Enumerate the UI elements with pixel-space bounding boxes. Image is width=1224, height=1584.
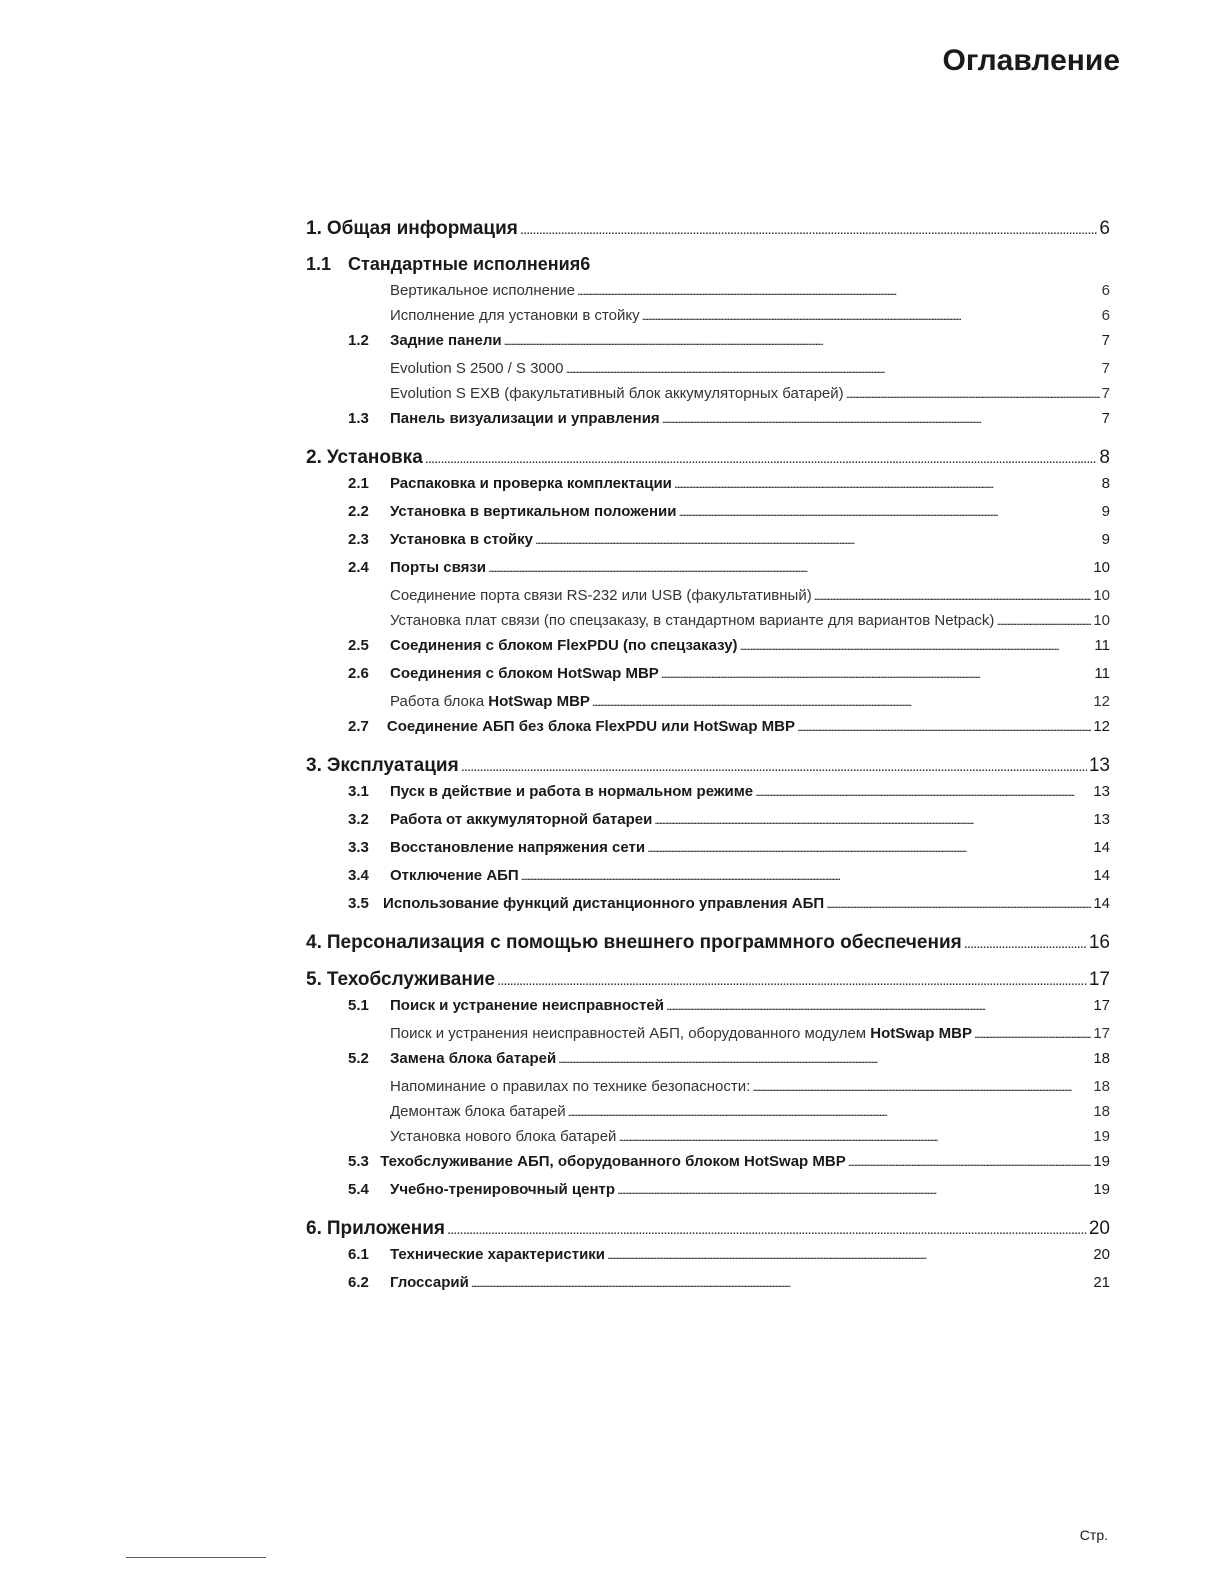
toc-section-2-7[interactable] <box>306 718 1110 746</box>
toc-page: 13 <box>1093 783 1110 800</box>
toc-page: 13 <box>1093 811 1110 828</box>
toc-number: 6. <box>306 1218 322 1239</box>
toc-page: 17 <box>1088 969 1110 990</box>
toc-title: Задние панели <box>390 332 502 349</box>
toc-title: Пуск в действие и работа в нормальном режиме <box>390 783 754 800</box>
toc-section-2-5[interactable] <box>306 637 1110 665</box>
toc-title: Соединения с блоком HotSwap MBP <box>390 665 659 682</box>
toc-title: Соединение порта связи RS-232 или USB (факультативный) <box>390 587 812 604</box>
dot-leader <box>565 362 1099 376</box>
dot-leader <box>558 1052 1091 1066</box>
dot-leader <box>666 999 1091 1013</box>
toc-title: Установка в вертикальном положении <box>390 503 677 520</box>
toc-page: 12 <box>1093 693 1110 710</box>
toc-number: 1.1 <box>306 254 332 274</box>
toc-page: 6 <box>1101 307 1110 324</box>
dot-leader <box>755 785 1091 799</box>
dot-leader <box>447 1221 1087 1238</box>
toc-subitem[interactable] <box>306 612 1110 637</box>
toc-section-3-5[interactable] <box>306 895 1110 923</box>
toc-page: 14 <box>1093 867 1110 884</box>
toc-number: 2.4 <box>348 559 369 576</box>
toc-number: 2.1 <box>348 475 369 492</box>
toc-page: 19 <box>1093 1153 1110 1170</box>
toc-title: Исполнение для установки в стойку <box>390 307 640 324</box>
toc-title-text: Работа блока <box>390 693 489 710</box>
dot-leader <box>662 412 1100 426</box>
toc-number: 6.1 <box>348 1246 369 1263</box>
toc-chapter-2[interactable] <box>306 447 1110 475</box>
toc-page: 20 <box>1093 1246 1110 1263</box>
toc-page: 18 <box>1093 1103 1110 1120</box>
toc-title <box>390 693 590 710</box>
toc-number: 5.2 <box>348 1050 369 1067</box>
toc-subitem[interactable] <box>306 1078 1110 1103</box>
toc-number: 2.5 <box>348 637 369 654</box>
dot-leader <box>678 505 1099 519</box>
toc-section-1-2[interactable] <box>306 332 1110 360</box>
dot-leader <box>592 695 1091 709</box>
toc-section-3-1[interactable] <box>306 783 1110 811</box>
toc-section-2-2[interactable] <box>306 503 1110 531</box>
toc-title: Установка нового блока батарей <box>390 1128 617 1145</box>
toc-subitem[interactable] <box>306 385 1110 410</box>
toc-page: 12 <box>1093 718 1110 735</box>
dot-leader <box>996 614 1091 628</box>
dot-leader <box>661 667 1093 681</box>
toc-section-2-6[interactable] <box>306 665 1110 693</box>
toc-title: Соединение АБП без блока FlexPDU или HotSwap MBP <box>386 718 796 735</box>
toc-title: Соединения с блоком FlexPDU (по спецзаказу) <box>390 637 738 654</box>
dot-leader <box>521 869 1092 883</box>
toc-number: 1.3 <box>348 410 369 427</box>
toc-subitem[interactable] <box>306 282 1110 307</box>
toc-page: 9 <box>1101 531 1110 548</box>
toc-page: 19 <box>1093 1128 1110 1145</box>
toc-title: Evolution S EXB (факультативный блок аккумуляторных батарей) <box>390 385 844 402</box>
dot-leader <box>964 935 1087 952</box>
toc-number: 2.3 <box>348 531 369 548</box>
toc-title: Стандартные исполнения6 <box>348 254 591 274</box>
toc-number: 3.3 <box>348 839 369 856</box>
toc-number: 4. <box>306 932 322 953</box>
dot-leader <box>607 1248 1091 1262</box>
dot-leader <box>814 589 1092 603</box>
dot-leader <box>647 841 1091 855</box>
dot-leader <box>618 1130 1091 1144</box>
toc-title <box>390 1025 972 1042</box>
toc-title: Технические характеристики <box>390 1246 606 1263</box>
dot-leader <box>752 1080 1091 1094</box>
toc-subitem[interactable] <box>306 307 1110 332</box>
dot-leader <box>654 813 1091 827</box>
toc-section-2-4[interactable] <box>306 559 1110 587</box>
toc-title: Поиск и устранение неисправностей <box>390 997 664 1014</box>
dot-leader <box>425 450 1098 467</box>
toc-title: Глоссарий <box>390 1274 469 1291</box>
toc-page: 20 <box>1088 1218 1110 1239</box>
dot-leader <box>642 309 1100 323</box>
toc-page: 8 <box>1101 475 1110 492</box>
dot-leader <box>740 639 1093 653</box>
toc-page: 10 <box>1093 612 1110 629</box>
toc-title: Демонтаж блока батарей <box>390 1103 566 1120</box>
toc-page: 10 <box>1093 559 1110 576</box>
dot-leader <box>674 477 1100 491</box>
toc-subitem[interactable] <box>306 693 1110 718</box>
toc-number: 5.1 <box>348 997 369 1014</box>
toc-chapter-6[interactable] <box>306 1218 1110 1246</box>
toc-title: Отключение АБП <box>390 867 519 884</box>
page-label: Стр. <box>1079 1527 1108 1543</box>
dot-leader <box>488 561 1091 575</box>
toc-section-3-3[interactable] <box>306 839 1110 867</box>
toc-section-2-3[interactable] <box>306 531 1110 559</box>
toc-title: Эксплуатация <box>326 755 459 776</box>
dot-leader <box>471 1276 1091 1290</box>
toc-number: 3.1 <box>348 783 369 800</box>
dot-leader <box>461 758 1087 775</box>
toc-title: Установка плат связи (по спецзаказу, в стандартном варианте для вариантов Netpack) <box>390 612 995 629</box>
dot-leader <box>797 720 1091 734</box>
toc-number: 2.6 <box>348 665 369 682</box>
toc-section-5-3[interactable] <box>306 1153 1110 1181</box>
toc-title: Установка в стойку <box>390 531 533 548</box>
toc-page: 6 <box>1101 282 1110 299</box>
toc-section-2-1[interactable] <box>306 475 1110 503</box>
toc-title: Замена блока батарей <box>390 1050 557 1067</box>
toc-subitem[interactable] <box>306 587 1110 612</box>
toc-title: Восстановление напряжения сети <box>390 839 646 856</box>
toc-page: 19 <box>1093 1181 1110 1198</box>
dot-leader <box>497 972 1087 989</box>
toc-title: Техобслуживание АБП, оборудованного блоком HotSwap MBP <box>380 1153 846 1170</box>
toc-page: 14 <box>1093 839 1110 856</box>
toc-number: 2.7 <box>348 718 369 735</box>
toc-number: 5.3 <box>348 1153 369 1170</box>
toc-page: 16 <box>1088 932 1110 953</box>
toc-title: Учебно-тренировочный центр <box>390 1181 616 1198</box>
toc-number: 6.2 <box>348 1274 369 1291</box>
toc-number: 3.4 <box>348 867 369 884</box>
toc-title: Панель визуализации и управления <box>390 410 660 427</box>
toc-page: 11 <box>1094 637 1110 654</box>
dot-leader <box>577 284 1100 298</box>
toc-page: 9 <box>1101 503 1110 520</box>
toc-number: 5.4 <box>348 1181 369 1198</box>
footer-rule <box>126 1557 266 1558</box>
toc-page: 14 <box>1093 895 1110 912</box>
toc-page: 7 <box>1101 410 1110 427</box>
toc-chapter-5[interactable] <box>306 969 1110 997</box>
table-of-contents <box>306 218 1110 1302</box>
dot-leader <box>848 1155 1092 1169</box>
toc-page: 7 <box>1101 385 1110 402</box>
page-title: Оглавление <box>942 44 1120 77</box>
toc-section-3-2[interactable] <box>306 811 1110 839</box>
toc-page: 7 <box>1101 332 1110 349</box>
toc-title: Evolution S 2500 / S 3000 <box>390 360 564 377</box>
toc-number: 2. <box>306 447 322 468</box>
toc-subitem[interactable] <box>306 1103 1110 1128</box>
toc-title: Приложения <box>326 1218 446 1239</box>
toc-section-6-1[interactable] <box>306 1246 1110 1274</box>
dot-leader <box>826 897 1091 911</box>
toc-title: Напоминание о правилах по технике безопасности: <box>390 1078 751 1095</box>
toc-title-bold: HotSwap MBP <box>870 1025 972 1042</box>
toc-title: Персонализация с помощью внешнего программного обеспечения <box>326 932 962 953</box>
toc-title: Установка <box>326 447 423 468</box>
toc-title: Техобслуживание <box>326 969 496 990</box>
toc-section-1-3[interactable] <box>306 410 1110 438</box>
toc-page: 17 <box>1093 1025 1110 1042</box>
toc-number: 3. <box>306 755 322 776</box>
toc-chapter-1[interactable] <box>306 218 1110 246</box>
toc-number: 3.5 <box>348 895 369 912</box>
toc-number: 1.2 <box>348 332 369 349</box>
toc-title: Порты связи <box>390 559 487 576</box>
toc-number: 5. <box>306 969 322 990</box>
toc-page: 18 <box>1093 1050 1110 1067</box>
toc-section-1-1[interactable] <box>306 254 1110 282</box>
toc-chapter-3[interactable] <box>306 755 1110 783</box>
toc-page: 13 <box>1088 755 1110 776</box>
toc-page: 6 <box>1099 218 1110 239</box>
toc-number: 3.2 <box>348 811 369 828</box>
dot-leader <box>846 387 1100 401</box>
toc-section-5-1[interactable] <box>306 997 1110 1025</box>
toc-title-text: Поиск и устранения неисправностей АБП, оборудованного модулем <box>390 1025 871 1042</box>
toc-section-3-4[interactable] <box>306 867 1110 895</box>
toc-section-6-2[interactable] <box>306 1274 1110 1302</box>
toc-section-5-2[interactable] <box>306 1050 1110 1078</box>
toc-chapter-4[interactable] <box>306 932 1110 960</box>
toc-number: 2.2 <box>348 503 369 520</box>
dot-leader <box>535 533 1100 547</box>
toc-page: 11 <box>1094 665 1110 682</box>
toc-subitem[interactable] <box>306 1025 1110 1050</box>
toc-page: 17 <box>1093 997 1110 1014</box>
toc-title-bold: HotSwap MBP <box>488 693 590 710</box>
toc-subitem[interactable] <box>306 360 1110 385</box>
dot-leader <box>504 334 1100 348</box>
dot-leader <box>568 1105 1092 1119</box>
toc-subitem[interactable] <box>306 1128 1110 1153</box>
toc-title: Использование функций дистанционного управления АБП <box>383 895 825 912</box>
toc-number: 1. <box>306 218 322 239</box>
toc-title: Работа от аккумуляторной батареи <box>390 811 653 828</box>
toc-page: 21 <box>1093 1274 1110 1291</box>
dot-leader <box>974 1027 1091 1041</box>
toc-page: 10 <box>1093 587 1110 604</box>
dot-leader <box>520 221 1098 238</box>
toc-section-5-4[interactable] <box>306 1181 1110 1209</box>
toc-page: 18 <box>1093 1078 1110 1095</box>
toc-title: Распаковка и проверка комплектации <box>390 475 672 492</box>
toc-title: Общая информация <box>326 218 518 239</box>
toc-page: 8 <box>1099 447 1110 468</box>
toc-title: Вертикальное исполнение <box>390 282 575 299</box>
toc-page: 7 <box>1101 360 1110 377</box>
dot-leader <box>617 1183 1091 1197</box>
